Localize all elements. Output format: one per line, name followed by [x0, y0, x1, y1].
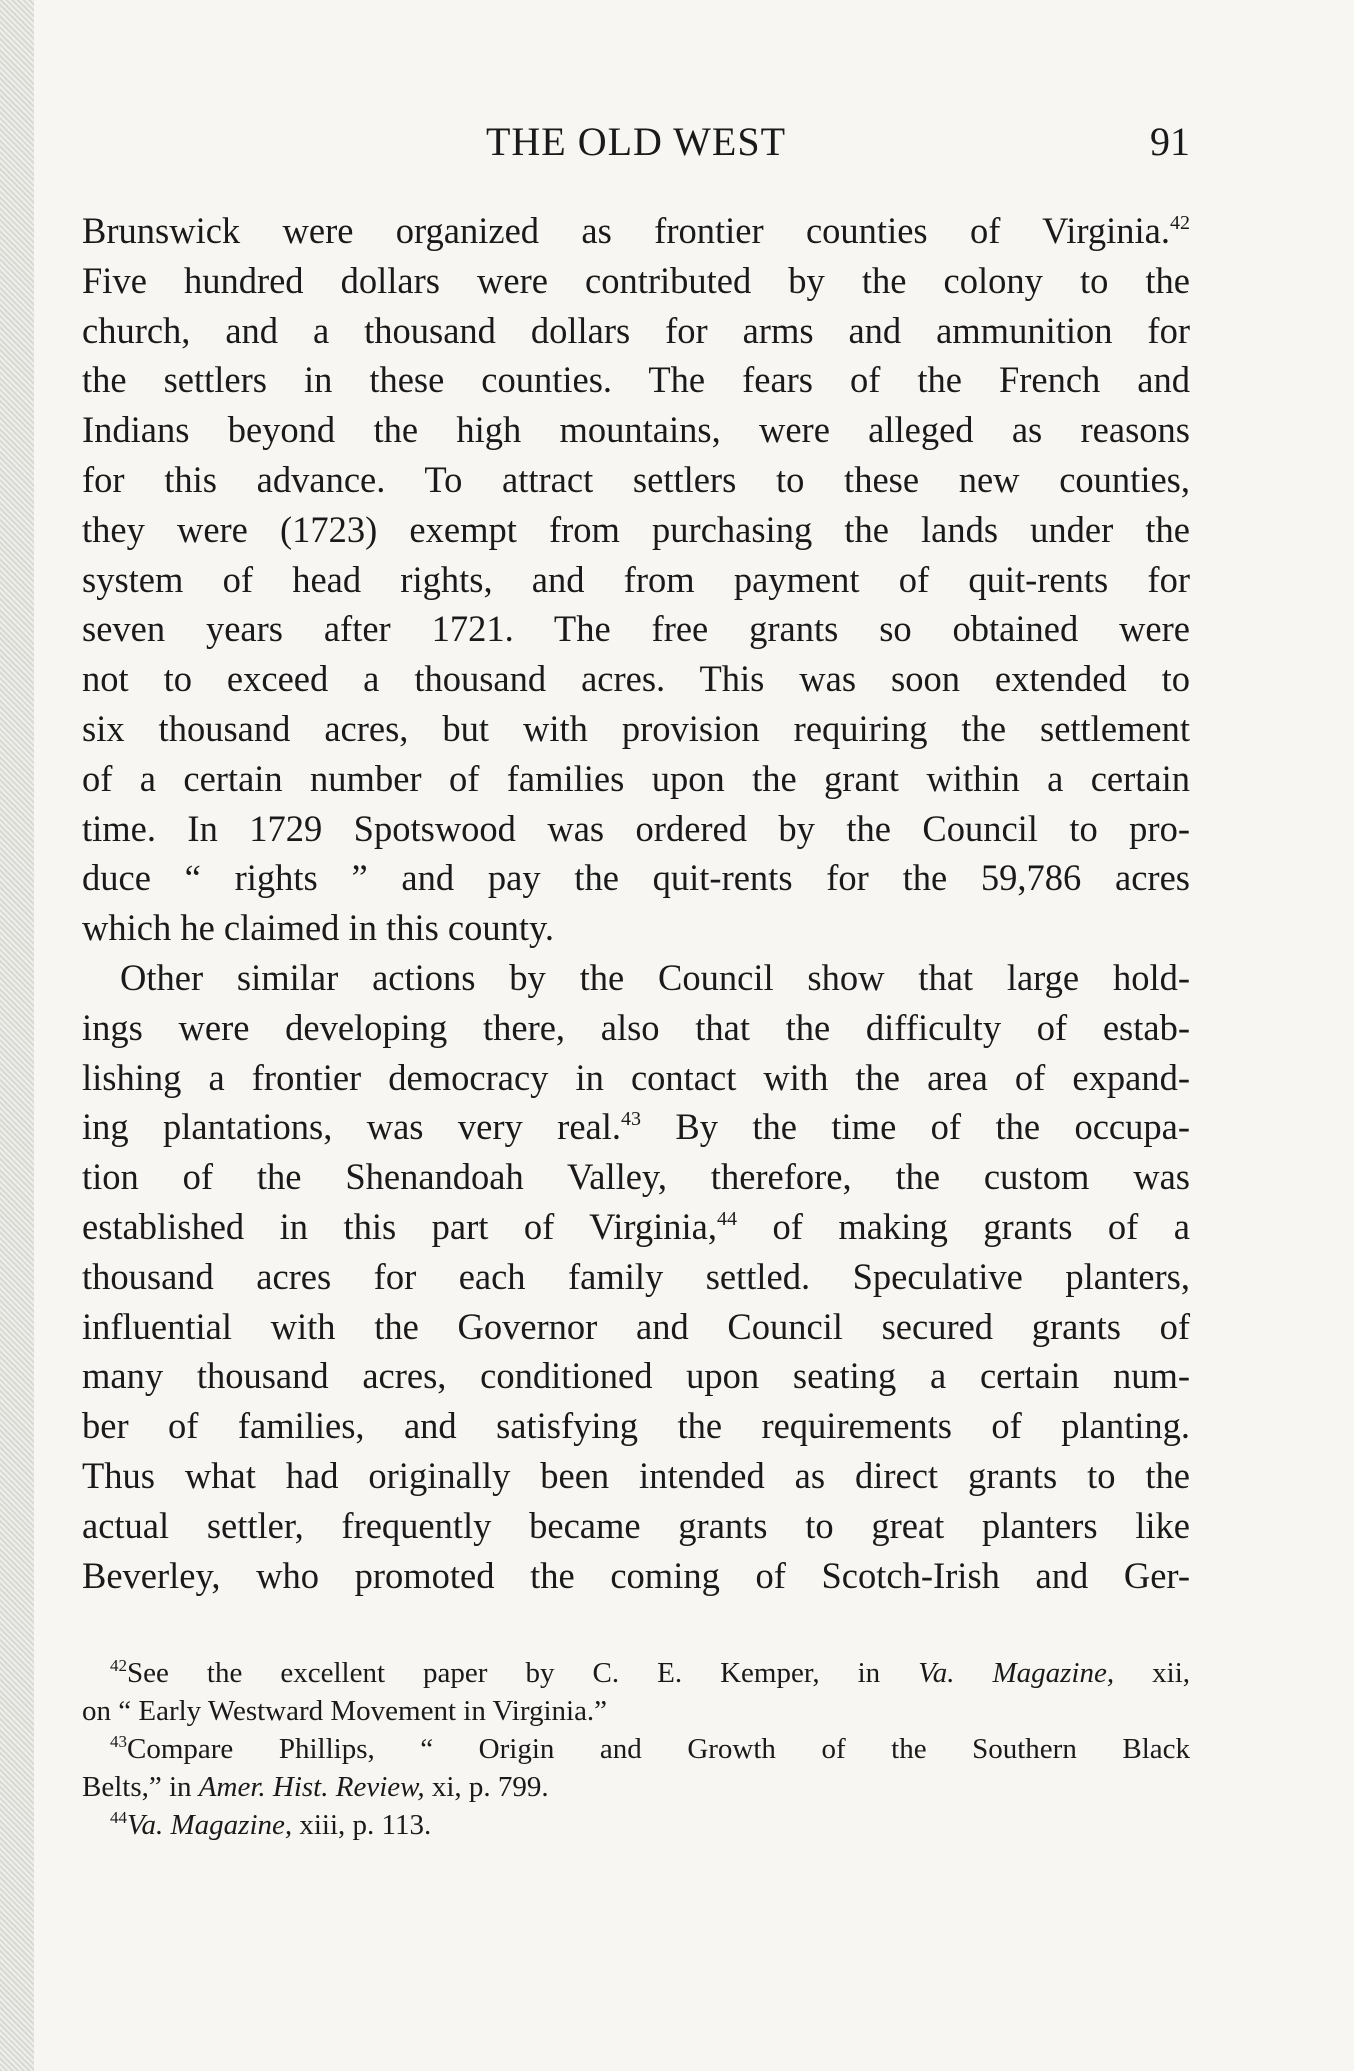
text-line: seven years after 1721. The free grants so obtained were	[82, 608, 1190, 650]
text-span: established in this part of Virginia,	[82, 1205, 718, 1247]
text-line: for this advance. To attract settlers to these new counties,	[82, 458, 1190, 500]
footnote-text: xi, p. 799.	[424, 1771, 549, 1803]
text-line: ings were developing there, also that the difficulty of estab-	[82, 1006, 1190, 1048]
footnote-text: xii,	[1114, 1657, 1190, 1689]
paragraph-1	[82, 206, 1190, 953]
text-line: duce “ rights ” and pay the quit-rents for the 59,786 acres	[82, 857, 1190, 899]
paragraph-2	[82, 953, 1190, 1600]
footnote-43	[82, 1730, 1190, 1768]
text-line: Indians beyond the high mountains, were alleged as reasons	[82, 409, 1190, 451]
text-line	[82, 1102, 1190, 1152]
text-line: thousand acres for each family settled. Speculative planters,	[82, 1255, 1190, 1297]
text-span: By the time of the occupa-	[641, 1106, 1190, 1148]
footnote-42	[82, 1654, 1190, 1692]
footnote-mark: 42	[110, 1656, 127, 1675]
text-line: ber of families, and satisfying the requirements of planting.	[82, 1405, 1190, 1447]
footnote-mark: 44	[110, 1808, 127, 1827]
text-span: of making grants of a	[737, 1205, 1190, 1247]
text-line: influential with the Governor and Council secured grants of	[82, 1305, 1190, 1347]
footnote-text: xiii, p. 113.	[292, 1809, 432, 1841]
running-head	[82, 118, 1190, 168]
text-line: Beverley, who promoted the coming of Scotch-Irish and Ger-	[82, 1554, 1190, 1596]
footnote-text: Belts,” in	[82, 1771, 199, 1803]
text-span: Brunswick were organized as frontier counties of Virginia.	[82, 210, 1170, 251]
page-gutter-shadow	[0, 0, 34, 2071]
text-line: which he claimed in this county.	[82, 907, 555, 949]
footnotes	[82, 1654, 1190, 1844]
text-line	[82, 206, 1190, 256]
text-line: many thousand acres, conditioned upon seating a certain num-	[82, 1355, 1190, 1397]
text-line: tion of the Shenandoah Valley, therefore, the custom was	[82, 1156, 1190, 1198]
text-line: not to exceed a thousand acres. This was soon extended to	[82, 658, 1190, 700]
text-line: Thus what had originally been intended as direct grants to the	[82, 1454, 1190, 1496]
footnote-ref-42[interactable]: 42	[1170, 212, 1190, 234]
footnote-text: See the excellent paper by C. E. Kemper, in	[127, 1657, 919, 1689]
text-span: ing plantations, was very real.	[82, 1106, 621, 1148]
footnote-ref-43[interactable]: 43	[621, 1108, 641, 1131]
text-line: church, and a thousand dollars for arms and ammunition for	[82, 309, 1190, 351]
footnote-42-continued: on “ Early Westward Movement in Virginia.”	[82, 1695, 608, 1727]
text-line: Other similar actions by the Council show that large hold-	[120, 956, 1190, 998]
footnote-ref-44[interactable]: 44	[717, 1207, 738, 1230]
text-line: system of head rights, and from payment of quit-rents for	[82, 558, 1190, 600]
footnote-43-continued	[82, 1768, 1190, 1806]
text-line: time. In 1729 Spotswood was ordered by the Council to pro-	[82, 807, 1190, 849]
text-line: lishing a frontier democracy in contact with the area of expand-	[82, 1056, 1190, 1098]
text-line	[82, 1202, 1190, 1252]
footnote-text: Compare Phillips, “ Origin and Growth of the Southern Black	[127, 1733, 1190, 1765]
body-text	[82, 206, 1190, 1600]
page-number: 91	[1150, 119, 1190, 164]
text-line: they were (1723) exempt from purchasing the lands under the	[82, 508, 1190, 550]
text-line: six thousand acres, but with provision requiring the settlement	[82, 707, 1190, 749]
journal-title: Amer. Hist. Review,	[198, 1771, 425, 1803]
text-line: the settlers in these counties. The fears of the French and	[82, 359, 1190, 401]
text-line: actual settler, frequently became grants to great planters like	[82, 1504, 1190, 1546]
journal-title: Va. Magazine,	[918, 1657, 1115, 1689]
journal-title: Va. Magazine,	[127, 1809, 293, 1841]
footnote-mark: 43	[110, 1732, 127, 1751]
text-line: of a certain number of families upon the grant within a certain	[82, 757, 1190, 799]
running-title: THE OLD WEST	[485, 119, 787, 164]
text-line: Five hundred dollars were contributed by the colony to the	[82, 259, 1190, 301]
footnote-44	[82, 1806, 1190, 1844]
